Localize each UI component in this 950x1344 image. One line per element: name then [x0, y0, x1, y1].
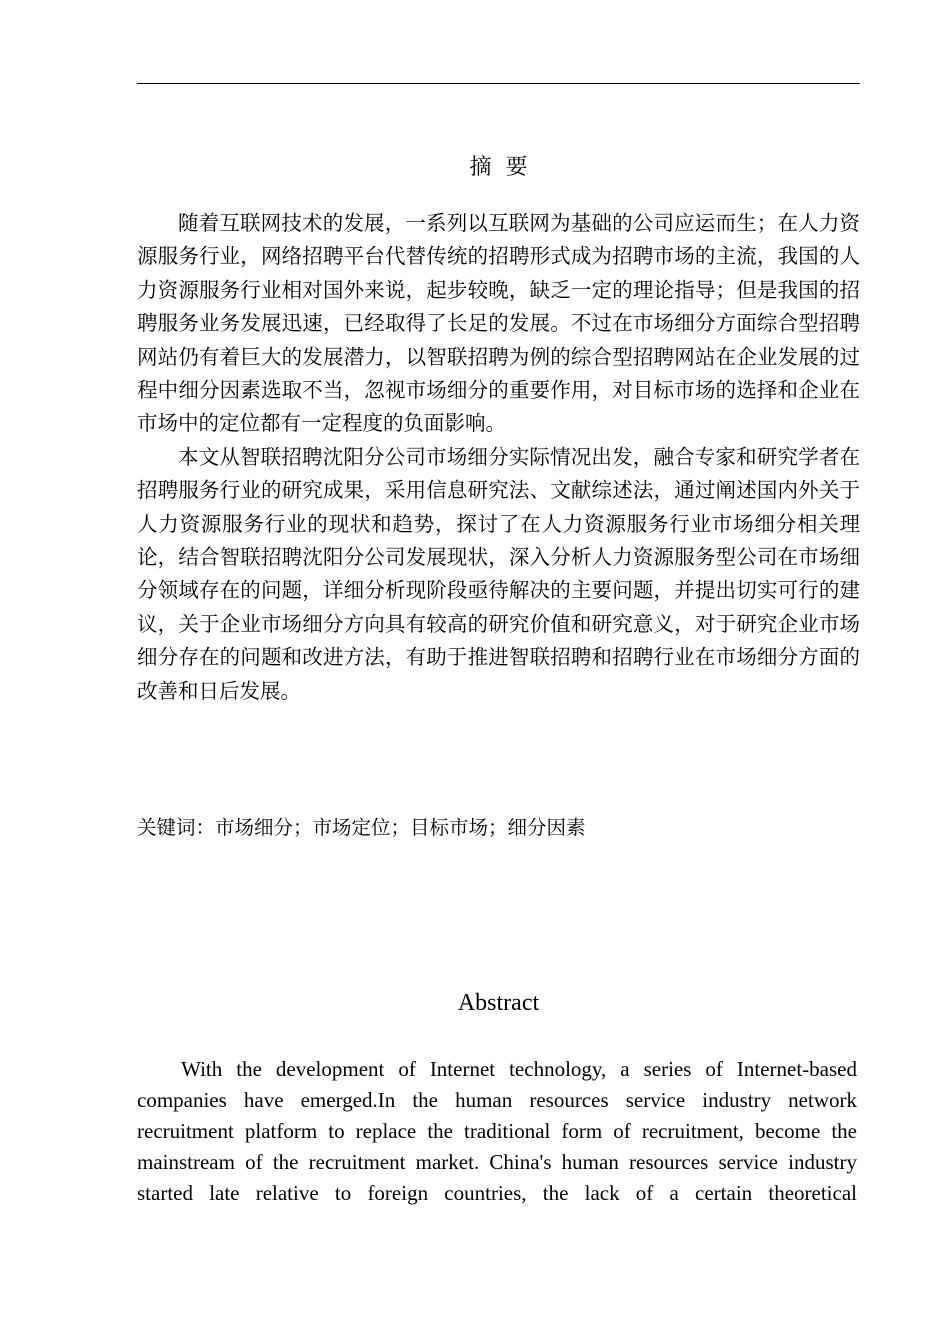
- abstract-cn-body: [137, 207, 860, 708]
- abstract-cn-paragraph-2: 本文从智联招聘沈阳分公司市场细分实际情况出发，融合专家和研究学者在招聘服务行业的研究成果，采用信息研究法、文献综述法，通过阐述国内外关于人力资源服务行业的现状和趋势，探讨了在人力资源服务行业市场细分相关理论，结合智联招聘沈阳分公司发展现状，深入分析人力资源服务型公司在市场细分领域存在的问题，详细分析现阶段亟待解决的主要问题，并提出切实可行的建议，关于企业市场细分方向具有较高的研究价值和研究意义，对于研究企业市场细分存在的问题和改进方法，有助于推进智联招聘和招聘行业在市场细分方面的改善和日后发展。: [137, 444, 860, 703]
- abstract-en-paragraph: With the development of Internet technology, a series of Internet-based companies have emerged.In the human resources service industry network recruitment platform to replace the traditional form of recruitment, become the mainstream of the recruitment market. China's human resources service industry started late relative to foreign countries, the lack of a certain theoretical: [137, 1057, 857, 1205]
- abstract-cn-paragraph-1: 随着互联网技术的发展，一系列以互联网为基础的公司应运而生；在人力资源服务行业，网络招聘平台代替传统的招聘形式成为招聘市场的主流，我国的人力资源服务行业相对国外来说，起步较晚，缺乏一定的理论指导；但是我国的招聘服务业务发展迅速，已经取得了长足的发展。不过在市场细分方面综合型招聘网站仍有着巨大的发展潜力，以智联招聘为例的综合型招聘网站在企业发展的过程中细分因素选取不当，忽视市场细分的重要作用，对目标市场的选择和企业在市场中的定位都有一定程度的负面影响。: [137, 211, 860, 436]
- abstract-en-title: Abstract: [457, 990, 540, 1016]
- abstract-en-body: [137, 1054, 857, 1209]
- header-rule: [137, 83, 860, 84]
- abstract-cn-title: 摘要: [469, 155, 542, 180]
- keywords-line: 关键词：市场细分；市场定位；目标市场；细分因素: [137, 816, 586, 839]
